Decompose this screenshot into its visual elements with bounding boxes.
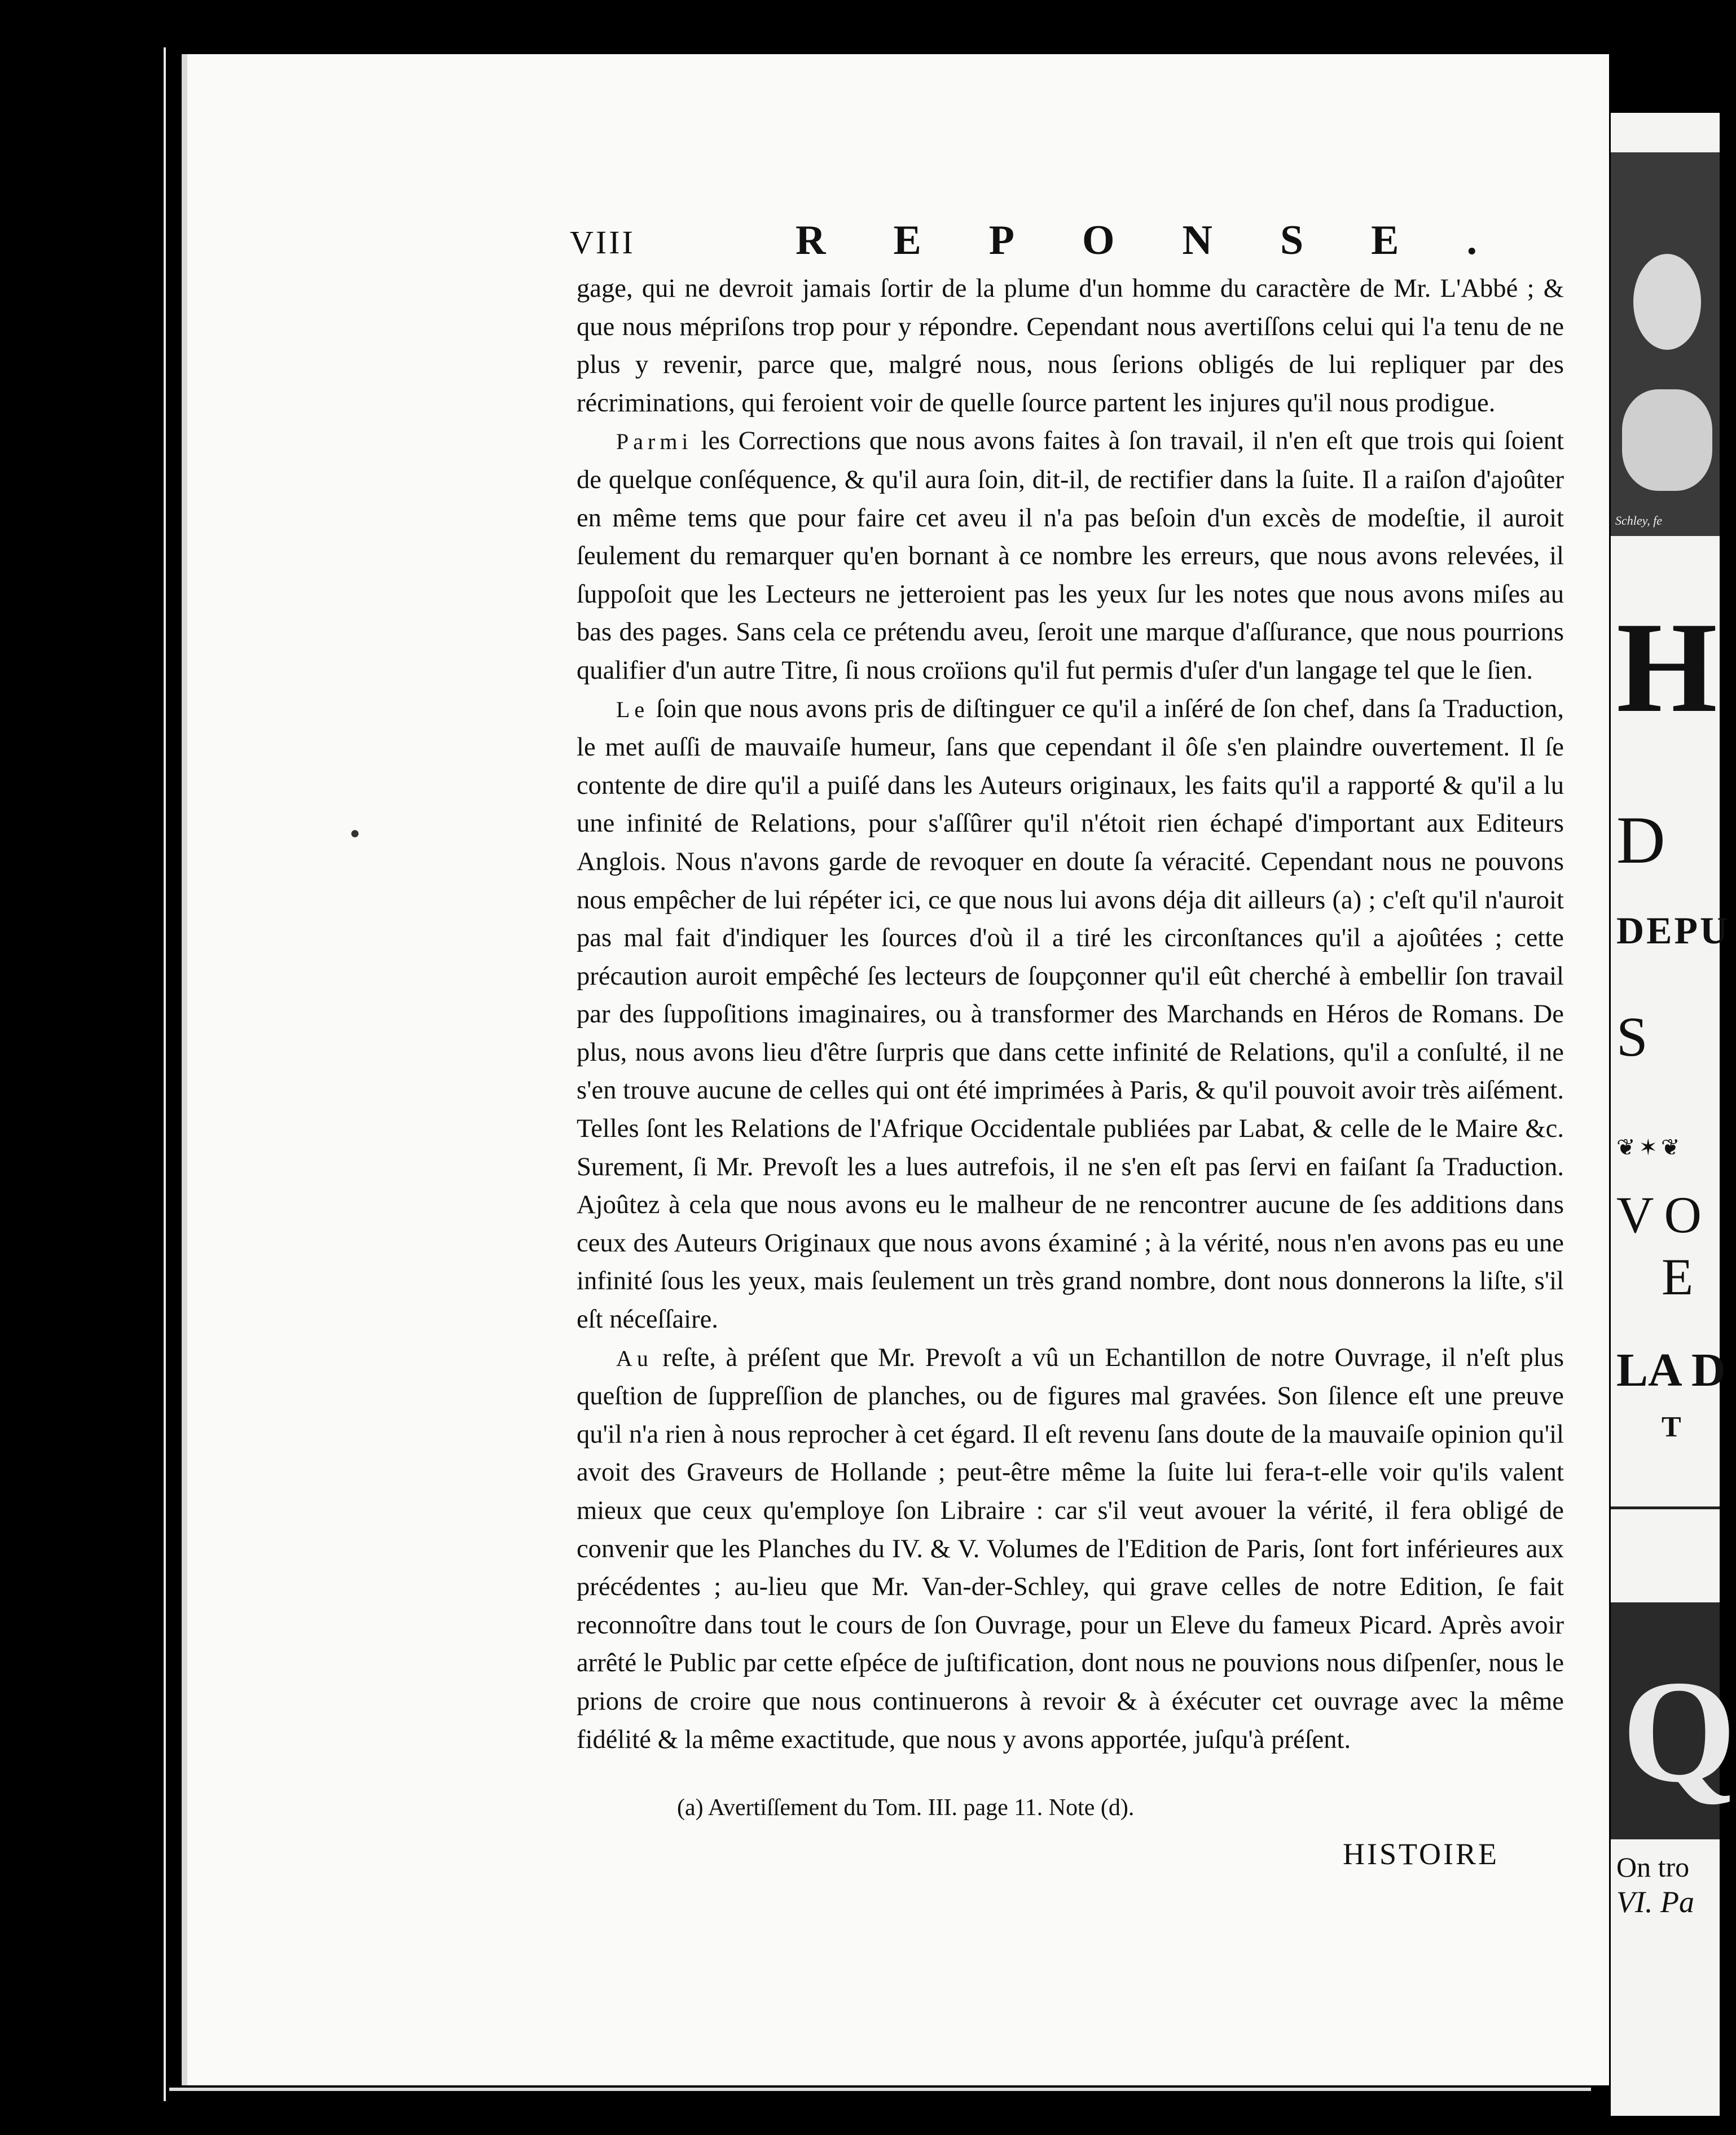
adjacent-text-fragment: On tro [1616, 1851, 1690, 1883]
adjacent-title-fragment: H [1616, 595, 1717, 739]
paragraph-3-lead: Le [616, 696, 649, 722]
adjacent-title-fragment: DEPU [1616, 909, 1730, 952]
adjacent-title-fragment: VO [1616, 1186, 1712, 1244]
ink-speck: ● [350, 824, 361, 842]
adjacent-title-fragment: LA D [1616, 1344, 1726, 1396]
engraver-signature: Schley, fe [1615, 513, 1663, 528]
paragraph-2 [577, 422, 1564, 689]
adjacent-title-fragment: D [1616, 802, 1665, 877]
paragraph-3-text: ſoin que nous avons pris de diſtinguer ce qu'il a inſéré de ſon chef, dans ſa Traduction, le met auſſi de mauvaiſe humeur, ſans que cependant il ôſe s'en plaindre ouvertement. Il ſe contente de dire qu'il a puiſé dans les Auteurs originaux, les faits qu'il a rapporté & qu'il a lu une infinité de Relations, pour s'aſſûrer qu'il n'étoit rien échapé d'important aux Editeurs Anglois. Nous n'avons garde de revoquer en doute ſa véracité. Cependant nous ne pouvons nous empêcher de lui répéter ici, ce que nous lui avons déja dit ailleurs (a) ; c'eſt qu'il n'auroit pas mal fait d'indiquer les ſources d'où il a tiré les circonſtances qu'il a ajoûtées ; cette précaution auroit empêché ſes lecteurs de ſoupçonner qu'il eût cherché à embellir ſon travail par des ſuppoſitions imaginaires, ou à transformer des Marchands en Héros de Romans. De plus, nous avons lieu d'être ſurpris que dans cette infinité de Relations, qu'il a conſulté, il ne s'en trouve aucune de celles qui ont été imprimées à Paris, & qu'il pouvoit avoir très aiſément. Telles ſont les Relations de l'Afrique Occidentale publiées par Labat, & celle de le Maire &c. Surement, ſi Mr. Prevoſt les a lues autrefois, il ne s'en eſt pas ſervi en faiſant ſa Traduction. Ajoûtez à cela que nous avons eu le malheur de ne rencontrer aucune de ſes additions dans ceux des Auteurs Originaux que nous avons éxaminé ; à la vérité, nous n'en avons pas eu une infinité ſous les yeux, mais ſeulement un très grand nombre, dont nous donnerons la liſte, s'il eſt néceſſaire. [577, 693, 1564, 1334]
footnote: (a) Avertiſſement du Tom. III. page 11. Note (d). [677, 1795, 1135, 1821]
running-title: REPONSE. [796, 217, 1545, 263]
paragraph-2-text: les Corrections que nous avons faites à ſon travail, il n'en eſt que trois qui ſoient de quelque conſéquence, & qu'il aura ſoin, dit-il, de rectifier dans la ſuite. Il a raiſon d'ajoûter en même tems que pour faire cet aveu il n'a pas beſoin d'un excès de modeſtie, il auroit ſeulement du remarquer qu'en bornant à ce nombre les erreurs, que nous avons relevées, il ſuppoſoit que les Lecteurs ne jetteroient pas les yeux ſur les notes que nous avons miſes au bas des pages. Sans cela ce prétendu aveu, ſeroit une marque d'aſſurance, que nous pourrions qualifier d'un autre Titre, ſi nous croïions qu'il fut permis d'uſer d'un langage tel que le ſien. [577, 426, 1564, 685]
engraving-figure-body [1622, 389, 1712, 491]
paragraph-4-lead: Au [616, 1345, 653, 1371]
adjacent-title-fragment: E [1662, 1248, 1694, 1306]
paragraph-1-text: gage, qui ne devroit jamais ſortir de la plume d'un homme du caractère de Mr. L'Abbé ; & que nous mépriſons trop pour y répondre. Cependant nous avertiſſons celui qui l'a tenu de ne plus y revenir, parce que, malgré nous, nous ſerions obligés de lui repliquer par des récriminations, qui feroient voir de quelle ſource partent les injures qu'il nous prodigue. [577, 274, 1564, 418]
paragraph-2-lead: Parmi [616, 429, 693, 455]
adjacent-title-fragment: T [1662, 1411, 1681, 1443]
engraving-figure [1633, 254, 1701, 350]
page-edge-line [164, 47, 166, 2101]
ornament-row: ❦✶❦ [1616, 1135, 1684, 1160]
decorated-initial-letter: Q [1622, 1650, 1736, 1813]
paragraph-4 [577, 1339, 1564, 1759]
body-text [577, 270, 1564, 1759]
title-rule [1611, 1506, 1720, 1509]
folio-number: VIII [570, 224, 635, 261]
page-header [570, 217, 1545, 267]
paragraph-1 [577, 270, 1564, 422]
catchword: HISTOIRE [1343, 1837, 1500, 1871]
frontispiece-engraving [1611, 152, 1720, 536]
adjacent-page [1611, 113, 1736, 2116]
page-bottom-edge [169, 2088, 1591, 2091]
adjacent-text-fragment: VI. Pa [1616, 1885, 1694, 1919]
paragraph-3 [577, 690, 1564, 1339]
decorated-initial [1611, 1602, 1736, 1839]
paragraph-4-text: reſte, à préſent que Mr. Prevoſt a vû un Echantillon de notre Ouvrage, il n'eſt plus queſtion de ſuppreſſion de planches, ou de figures mal gravées. Son ſilence eſt une preuve qu'il n'a rien à nous reprocher à cet égard. Il eſt revenu ſans doute de la mauvaiſe opinion qu'il avoit des Graveurs de Hollande ; peut-être même la ſuite lui fera-t-elle voir qu'ils valent mieux que ceux qu'employe ſon Libraire : car s'il veut avouer la vérité, il fera obligé de convenir que les Planches du IV. & V. Volumes de l'Edition de Paris, ſont fort inférieures aux précédentes ; au-lieu que Mr. Van-der-Schley, qui grave celles de notre Edition, ſe fait reconnoître dans tout le cours de ſon Ouvrage, pour un Eleve du fameux Picard. Après avoir arrêté le Public par cette eſpéce de juſtification, dont nous ne pouvions nous diſpenſer, nous le prions de croire que nous continuerons à revoir & à éxécuter cet ouvrage avec la même fidélité & la même exactitude, que nous y avons apportée, juſqu'à préſent. [577, 1342, 1564, 1754]
adjacent-title-fragment: S [1616, 1005, 1648, 1068]
